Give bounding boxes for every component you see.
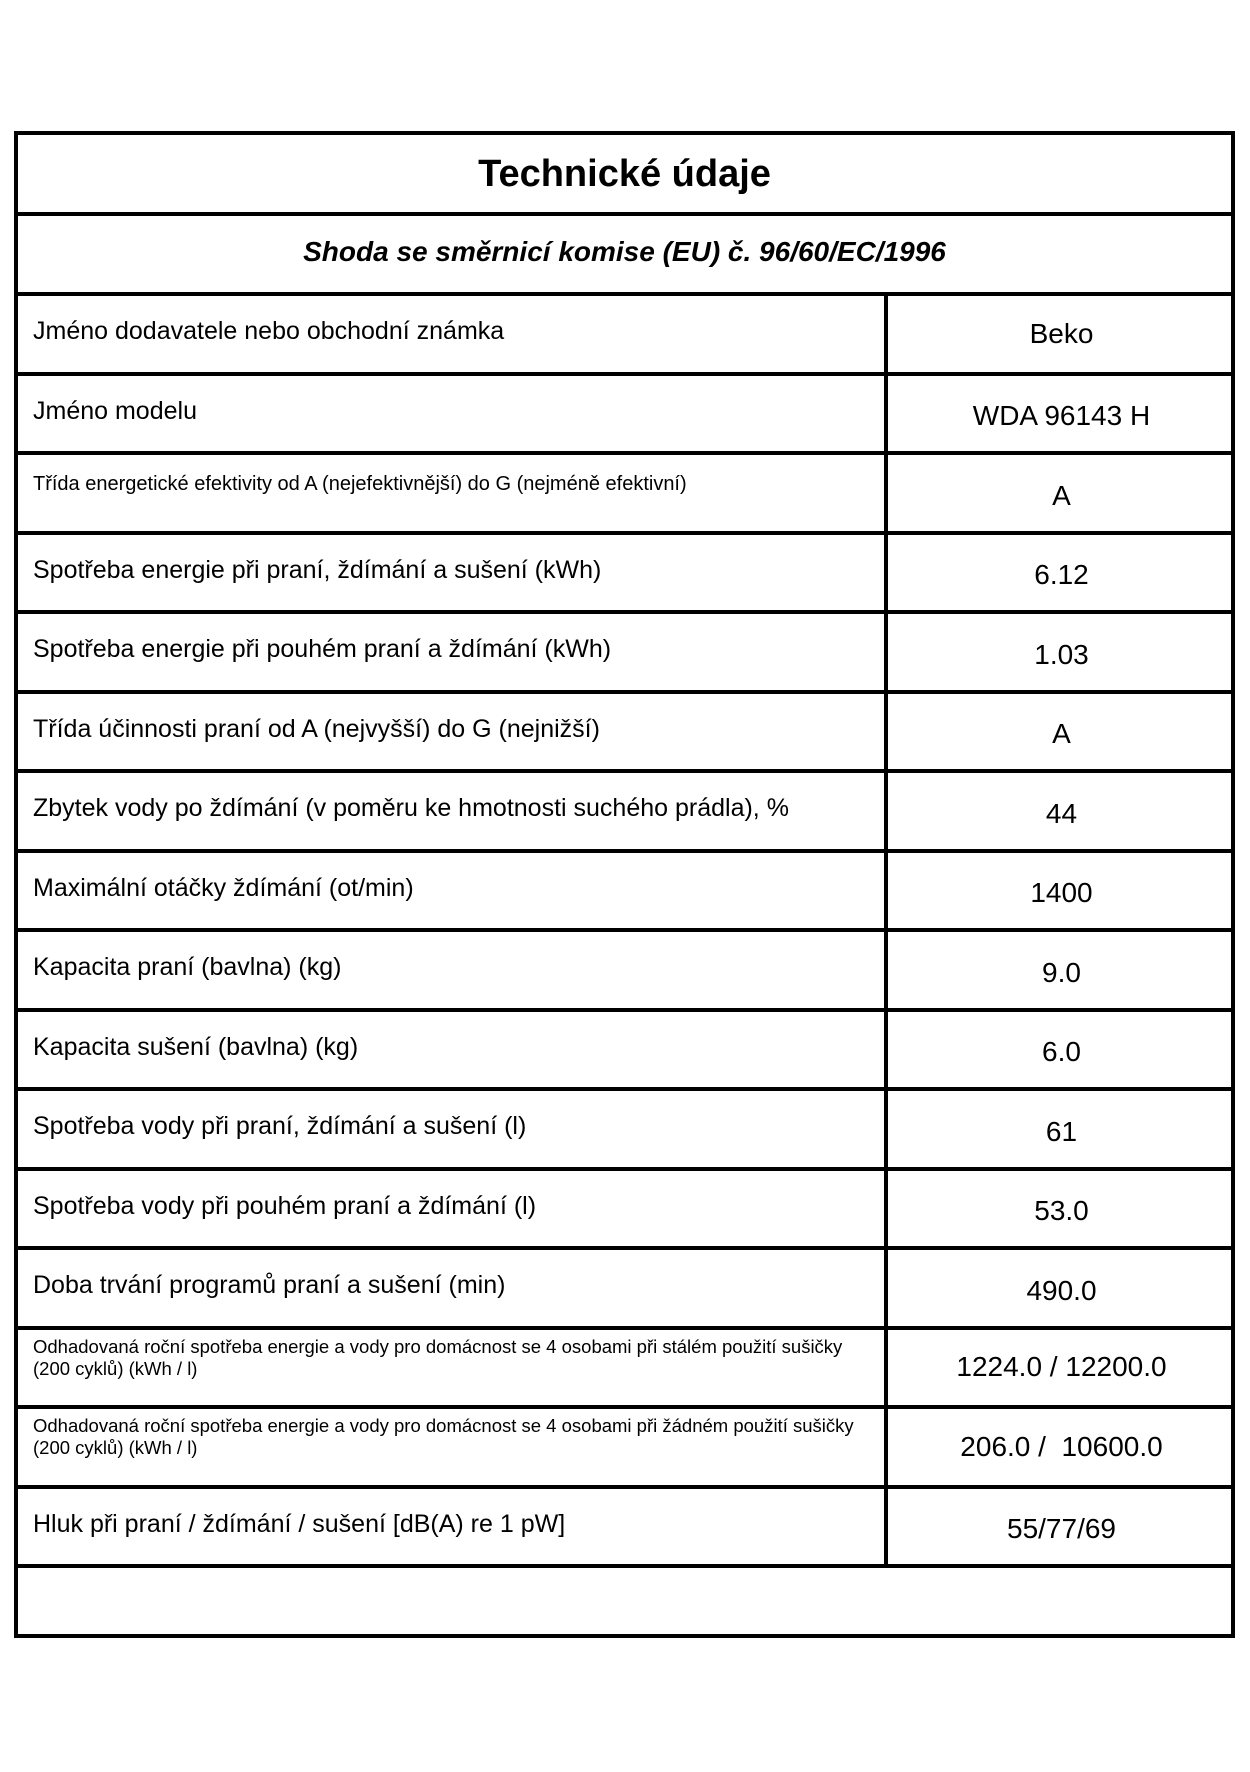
spec-row-annual-with-dryer [18,1330,1231,1410]
spec-label: Kapacita sušení (bavlna) (kg) [18,1012,888,1088]
spec-label: Kapacita praní (bavlna) (kg) [18,932,888,1008]
spec-value: Beko [1029,317,1094,349]
spec-row-wash-class [18,694,1231,774]
spec-value: 6.0 [1042,1036,1081,1068]
spec-value: A [1052,479,1071,511]
spec-row-dry-capacity [18,1012,1231,1092]
technical-data-sheet [14,131,1235,1638]
spec-value: 55/77/69 [1007,1513,1116,1545]
spec-label: Jméno dodavatele nebo obchodní známka [18,296,888,372]
spec-label: Maximální otáčky ždímání (ot/min) [18,853,888,929]
spec-row-water-wash [18,1171,1231,1251]
spec-value: 44 [1045,797,1078,829]
spec-value: 6.12 [1034,559,1089,591]
spec-label: Spotřeba vody při praní, ždímání a sušení (l) [18,1091,888,1167]
spec-label: Třída energetické efektivity od A (nejefektivnější) do G (nejméně efektivní) [18,455,888,531]
spec-row-residual-water [18,773,1231,853]
document-subtitle: Shoda se směrnicí komise (EU) č. 96/60/EC/1996 [303,236,946,267]
subtitle-row [18,216,1231,296]
spec-value: 206.0 / 10600.0 [960,1430,1163,1462]
spec-row-noise [18,1489,1231,1569]
spec-label: Spotřeba energie při pouhém praní a ždímání (kWh) [18,614,888,690]
spec-label: Odhadovaná roční spotřeba energie a vody pro domácnost se 4 osobami při stálém použití sušičky (200 cyklů) (kWh / l) [18,1330,888,1406]
spec-row-annual-without-dryer [18,1409,1231,1489]
spec-value: 9.0 [1042,956,1081,988]
spec-row-spin-speed [18,853,1231,933]
spec-row-water-wash-dry [18,1091,1231,1171]
spec-value: 1.03 [1034,638,1089,670]
spec-row-program-duration [18,1250,1231,1330]
empty-footer-row [18,1573,1231,1634]
spec-row-supplier [18,296,1231,376]
spec-value: 53.0 [1034,1195,1089,1227]
spec-value: WDA 96143 H [972,400,1151,432]
spec-value: 1400 [1030,877,1093,909]
title-row [18,135,1231,216]
document-title: Technické údaje [478,153,771,195]
spec-value: A [1052,718,1071,750]
spec-label: Doba trvání programů praní a sušení (min) [18,1250,888,1326]
spec-label: Třída účinnosti praní od A (nejvyšší) do G (nejnižší) [18,694,888,770]
spec-row-energy-wash-dry [18,535,1231,615]
spec-value: 1224.0 / 12200.0 [956,1351,1167,1383]
spec-label: Hluk při praní / ždímání / sušení [dB(A) re 1 pW] [18,1489,888,1565]
spec-value: 490.0 [1026,1274,1097,1306]
spec-table [18,296,1231,1568]
spec-label: Odhadovaná roční spotřeba energie a vody pro domácnost se 4 osobami při žádném použití sušičky (200 cyklů) (kWh / l) [18,1409,888,1485]
spec-label: Spotřeba vody při pouhém praní a ždímání (l) [18,1171,888,1247]
spec-label: Jméno modelu [18,376,888,452]
spec-row-model [18,376,1231,456]
spec-row-wash-capacity [18,932,1231,1012]
spec-value: 61 [1045,1115,1078,1147]
spec-label: Spotřeba energie při praní, ždímání a sušení (kWh) [18,535,888,611]
spec-row-energy-wash [18,614,1231,694]
spec-row-energy-class [18,455,1231,535]
spec-label: Zbytek vody po ždímání (v poměru ke hmotnosti suchého prádla), % [18,773,888,849]
